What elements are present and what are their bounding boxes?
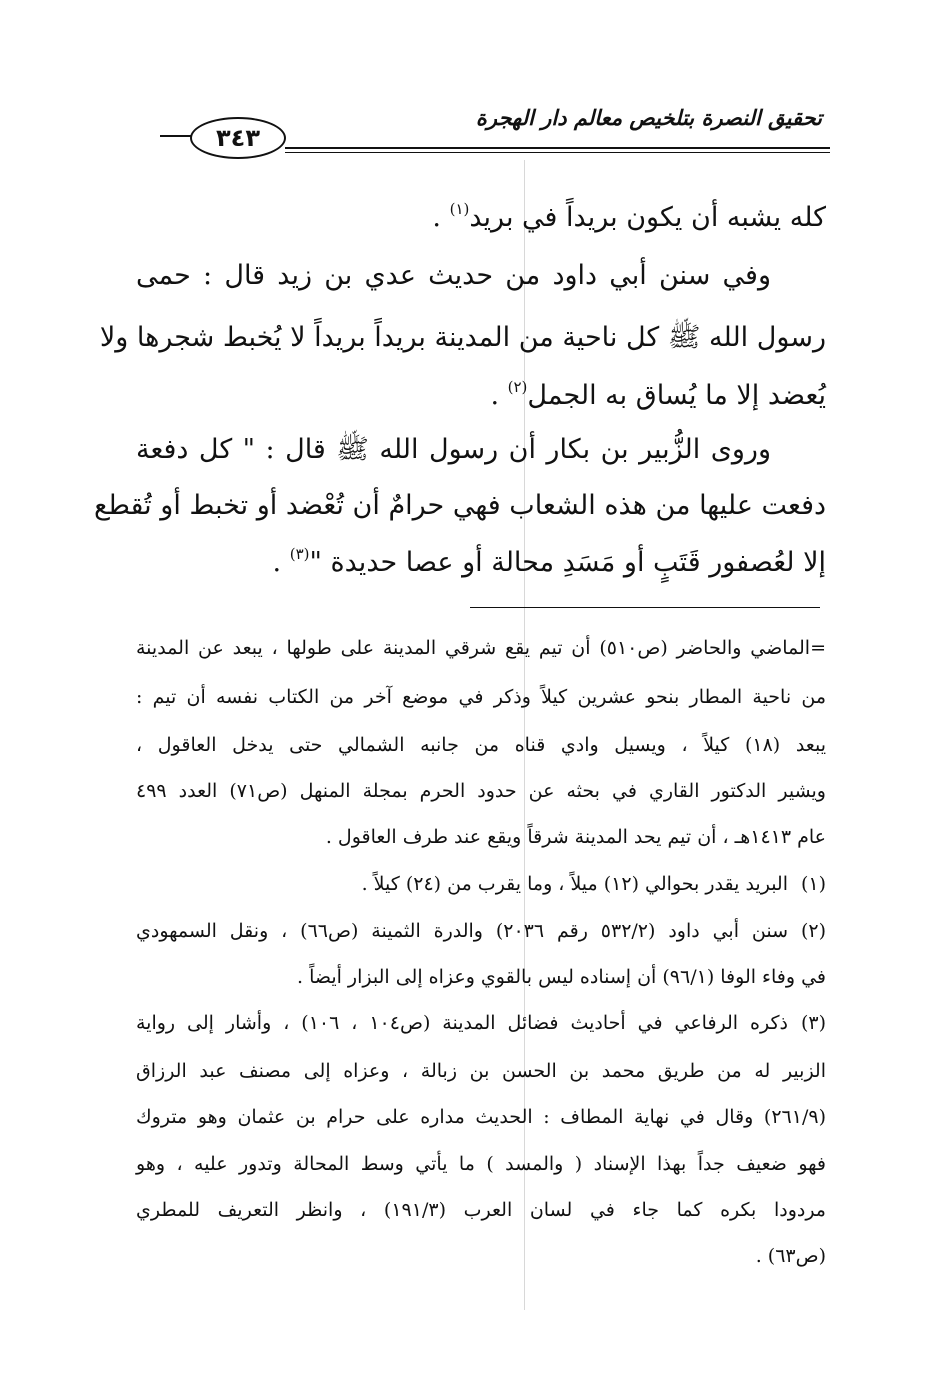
footnote-line: سنن أبي داود (٥٣٢/٢ رقم ٢٠٣٦) والدرة الثمينة (ص٦٦) ، ونقل السمهودي [136,920,788,942]
text-line: يُعضد إلا ما يُساق به الجمل$^{(٢)}$ . [490,378,826,411]
footnote-number: (٢) [800,920,826,942]
running-title: تحقيق النصرة بتلخيص معالم دار الهجرة [475,105,822,130]
footnote-line: فهو ضعيف جداً بهذا الإسناد ( والمسد ) ما يأتي وسط المحالة وتدور عليه ، وهو [136,1153,826,1175]
footnote-line: =الماضي والحاضر (ص٥١٠) أن تيم يقع شرقي المدينة على طولها ، يبعد عن المدينة [136,637,826,659]
page-number: ٣٤٣ [216,124,260,152]
footnote-line: ويشير الدكتور القاري في بحثه عن حدود الحرم بمجلة المنهل (ص٧١) العدد ٤٩٩ [136,780,826,802]
text-line: إلا لعُصفور قَتَبٍ أو مَسَدِ محالة أو عصا حديدة "$^{(٣)}$ . [272,545,826,578]
footnote-line: (٢٦١/٩) وقال في نهاية المطاف : الحديث مداره على حرام بن عثمان وهو متروك [136,1106,826,1128]
footnote-ref-1: (١) [449,200,470,218]
page-number-badge [190,117,286,159]
footnote-line: ذكره الرفاعي في أحاديث فضائل المدينة (ص١٠٤ ، ١٠٦) ، وأشار إلى رواية [136,1012,788,1034]
badge-tail-left [160,135,192,137]
footnote-ref-2: (٢) [507,378,528,396]
footnote-ref-3: (٣) [289,545,310,563]
text-line: رسول الله ﷺ كل ناحية من المدينة بريداً بريداً لا يُخبط شجرها ولا [99,322,826,353]
text-line: وروى الزُّبير بن بكار أن رسول الله ﷺ قال : " كل دفعة [136,434,771,465]
footnote-line: الزبير له من طريق محمد بن الحسن بن زبالة ، وعزاه إلى مصنف عبد الرزاق [136,1060,826,1082]
text-line: دفعت عليها من هذه الشعاب فهي حرامٌ أن تُعْضد أو تخبط أو تُقطع [94,490,826,521]
footnote-line: يبعد (١٨) كيلاً ، ويسيل وادي قناه من جانبه الشمالي حتى يدخل العاقول ، [136,734,826,756]
footnote-separator [470,607,820,608]
footnote-line: (ص٦٣) . [755,1245,826,1267]
footnote-number: (١) [800,873,826,895]
text-line: وفي سنن أبي داود من حديث عدي بن زيد قال : حمى [136,260,771,291]
footnote-line: في وفاء الوفا (٩٦/١) أن إسناده ليس بالقوي وعزاه إلى البزار أيضاً . [296,966,826,988]
page-header [160,95,830,165]
header-rule-thin [285,152,830,153]
footnote-line: من ناحية المطار بنحو عشرين كيلاً وذكر في موضع آخر من الكتاب نفسه أن تيم : [136,686,826,708]
footnote-number: (٣) [800,1012,826,1034]
footnote-line: عام ١٤١٣هـ ، أن تيم يحد المدينة شرقاً ويقع عند طرف العاقول . [325,826,826,848]
text-line: كله يشبه أن يكون بريداً في بريد$^{(١)}$ . [432,200,826,233]
footnote-line: مردودا بكره كما جاء في لسان العرب (١٩١/٣) ، وانظر التعريف للمطري [136,1199,826,1221]
footnote-1: (١) البريد يقدر بحوالي (١٢) ميلاً ، وما يقرب من (٢٤) كيلاً . [361,873,826,895]
header-rule-thick [285,147,830,149]
